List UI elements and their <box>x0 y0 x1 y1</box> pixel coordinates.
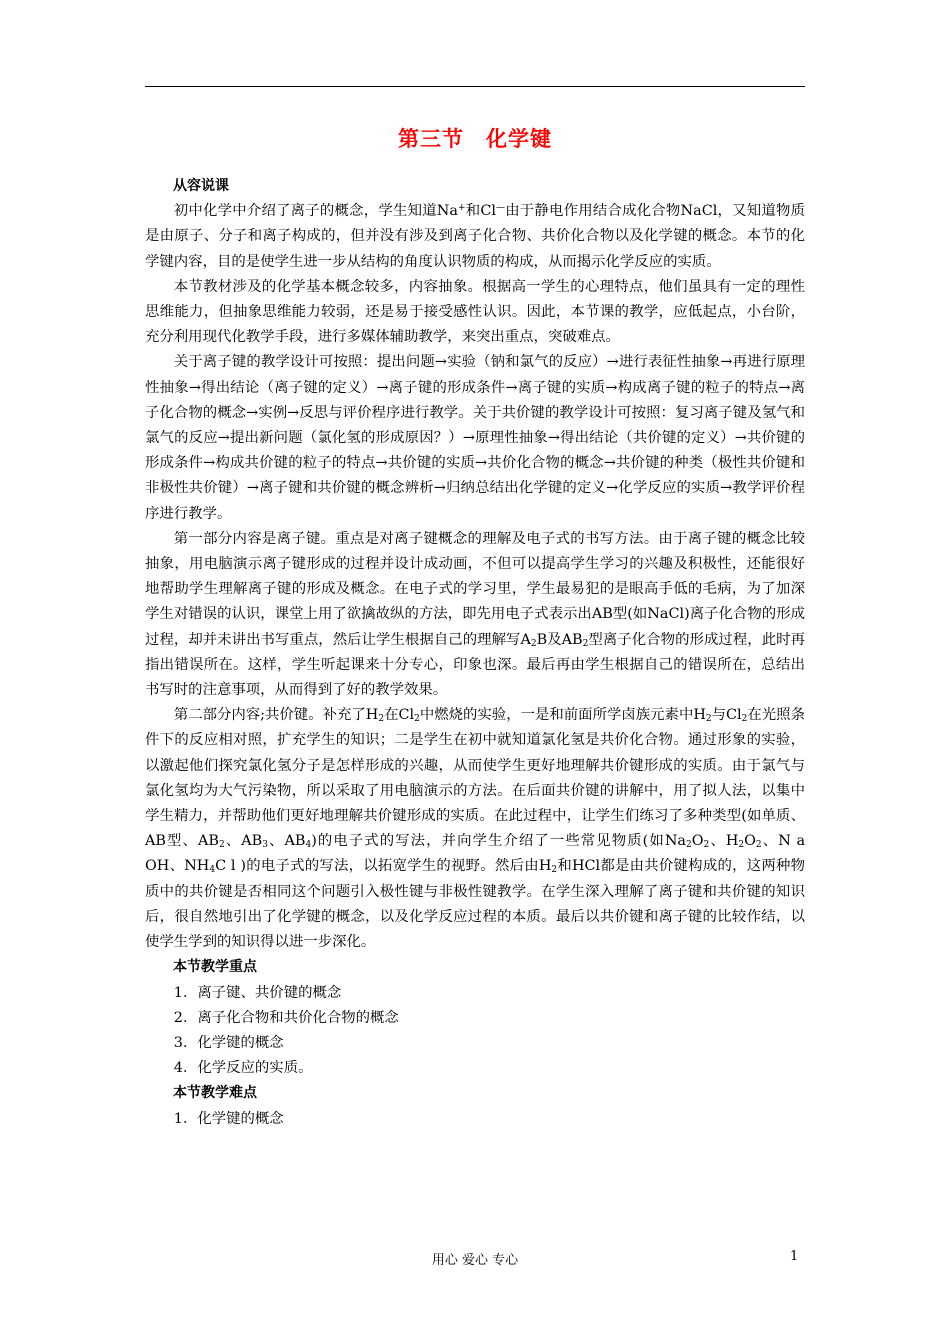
paragraph-4: 第一部分内容是离子键。重点是对离子键概念的理解及电子式的书写方法。由于离子键的概念比较抽象，用电脑演示离子键形成的过程并设计成动画，不但可以提高学生学习的兴趣及积极性，还能很好地帮助学生理解离子键的形成及概念。在电子式的学习里，学生最易犯的是眼高手低的毛病，为了加深学生对错误的认识，课堂上用了欲擒故纵的方法，即先用电子式表示出AB型(如NaCl)离子化合物的形成过程，却并未讲出书写重点，然后让学生根据自己的理解写$A_2B$及$AB_2$型离子化合物的形成过程，此时再指出错误所在。这样，学生听起课来十分专心，印象也深。最后再由学生根据自己的错误所在，总结出书写时的注意事项，从而得到了好的教学效果。 <box>145 530 805 699</box>
paragraph-2: 本节教材涉及的化学基本概念较多，内容抽象。根据高一学生的心理特点，他们虽具有一定的理性思维能力，但抽象思维能力较弱，还是易于接受感性认识。因此，本节课的教学，应低起点，小台阶，充分利用现代化教学手段，进行多媒体辅助教学，来突出重点，突破难点。 <box>145 278 805 346</box>
list-item: 4．化学反应的实质。 <box>173 1060 313 1077</box>
difficult-points-list <box>145 1107 805 1132</box>
section-heading-intro: 从容说课 <box>173 178 229 194</box>
section-heading-key-points: 本节教学重点 <box>173 959 257 976</box>
paragraph-5: 第二部分内容;共价键。补充了$H_2$在$Cl_2$中燃烧的实验，一是和前面所学卤族元素中$H_2$与$Cl_2$在光照条件下的反应相对照，扩充学生的知识；二是学生在初中就知道氯化氢是共价化合物。通过形象的实验，以激起他们探究氯化氢分子是怎样形成的兴趣，从而使学生更好地理解共价键形成的实质。由于氯气与氯化氢均为大气污染物，所以采取了用电脑演示的方法。在后面共价键的讲解中，用了拟人法，以集中学生精力，并帮助他们更好地理解共价键形成的实质。在此过程中，让学生们练习了多种类型(如单质、AB型、$AB_2$、$AB_3$、$AB_4$)的电子式的写法，并向学生介绍了一些常见物质(如$Na_2O_2$、$H_2O_2$、N a OH、$NH_4C$ l )的电子式的写法，以拓宽学生的视野。然后由$H_2$和HCl都是由共价键构成的，这两种物质中的共价键是否相同这个问题引入极性键与非极性键教学。在学生深入理解了离子键和共价键的知识后，很自然地引出了化学键的概念，以及化学反应过程的本质。最后以共价键和离子键的比较作结，以使学生学到的知识得以进一步深化。 <box>145 707 806 951</box>
paragraph-1: 初中化学中介绍了离子的概念，学生知道Na+和Cl—由于静电作用结合成化合物NaCl，又知道物质是由原子、分子和离子构成的，但并没有涉及到离子化合物、共价化合物以及化学键的概念。本节的化学键内容，目的是使学生进一步从结构的角度认识物质的构成，从而揭示化学反应的实质。 <box>145 203 805 270</box>
paragraph-3: 关于离子键的教学设计可按照：提出问题→实验（钠和氯气的反应）→进行表征性抽象→再进行原理性抽象→得出结论（离子键的定义）→离子键的形成条件→离子键的实质→构成离子键的粒子的特点→离子化合物的概念→实例→反思与评价程序进行教学。关于共价键的教学设计可按照：复习离子键及氢气和氯气的反应→提出新问题（氯化氢的形成原因？）→原理性抽象→得出结论（共价键的定义）→共价键的形成条件→构成共价键的粒子的特点→共价键的实质→共价化合物的概念→共价键的种类（极性共价键和非极性共价键）→离子键和共价键的概念辨析→归纳总结出化学键的定义→化学反应的实质→教学评价程序进行教学。 <box>145 354 805 522</box>
header-rule <box>145 86 805 87</box>
list-item: 1．离子键、共价键的概念 <box>173 984 342 1001</box>
footer-text: 用心 爱心 专心 <box>431 1253 519 1268</box>
key-points-list <box>145 981 805 1082</box>
document-body <box>145 174 805 1132</box>
section-heading-difficult-points: 本节教学难点 <box>173 1085 257 1102</box>
list-item: 3．化学键的概念 <box>173 1034 284 1051</box>
list-item: 1．化学键的概念 <box>173 1110 284 1127</box>
page-title: 第三节 化学键 <box>398 127 552 151</box>
page-number: 1 <box>790 1249 799 1264</box>
list-item: 2．离子化合物和共价化合物的概念 <box>173 1009 399 1026</box>
